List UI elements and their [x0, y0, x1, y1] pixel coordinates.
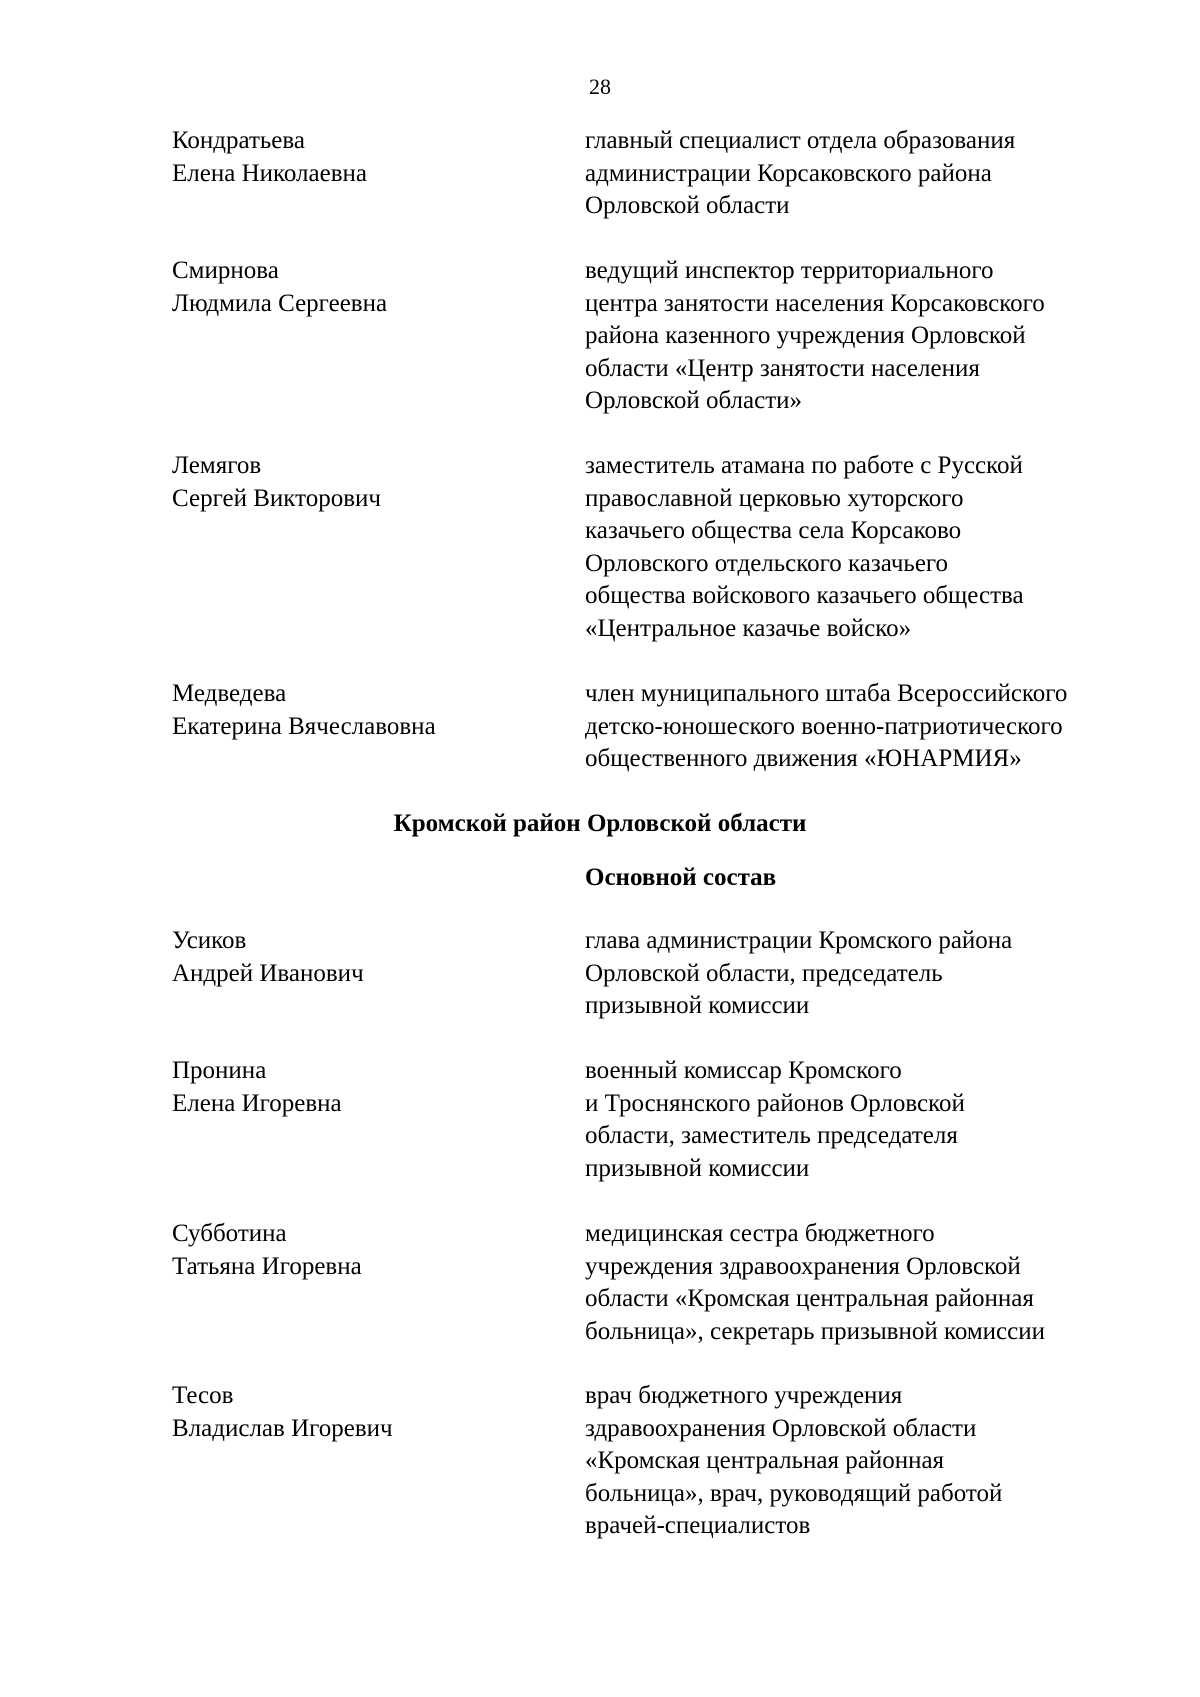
person-given-names: Елена Игоревна	[172, 1089, 342, 1117]
person-surname: Смирнова	[172, 257, 279, 284]
person-role	[585, 1219, 1145, 1349]
person-name	[172, 1219, 572, 1284]
role-line: медицинская сестра бюджетного	[585, 1220, 935, 1247]
person-surname: Лемягов	[172, 452, 262, 479]
person-name	[172, 679, 572, 744]
person-given-names: Екатерина Вячеславовна	[172, 712, 436, 740]
person-name	[172, 1056, 572, 1121]
role-line: Орловского отдельского казачьего	[585, 549, 949, 577]
role-line: области «Центр занятости населения	[585, 354, 980, 382]
person-given-names: Елена Николаевна	[172, 159, 367, 187]
role-line: глава администрации Кромского района	[585, 927, 1013, 954]
role-line: района казенного учреждения Орловской	[585, 322, 1026, 349]
person-role	[585, 1381, 1145, 1544]
role-line: заместитель атамана по работе с Русской	[585, 452, 1023, 479]
person-role	[585, 451, 1145, 646]
role-line: детско-юношеского военно-патриотического	[585, 712, 1063, 740]
person-given-names: Владислав Игоревич	[172, 1414, 393, 1442]
role-line: «Центральное казачье войско»	[585, 614, 912, 642]
role-line: казачьего общества села Корсаково	[585, 517, 962, 544]
role-line: больница», секретарь призывной комиссии	[585, 1317, 1046, 1345]
role-line: больница», врач, руководящий работой	[585, 1479, 1003, 1507]
person-surname: Субботина	[172, 1220, 287, 1247]
role-line: учреждения здравоохранения Орловской	[585, 1252, 1021, 1280]
role-line: главный специалист отдела образования	[585, 127, 1016, 154]
person-surname: Медведева	[172, 680, 287, 707]
person-surname: Тесов	[172, 1382, 234, 1409]
role-line: член муниципального штаба Всероссийского	[585, 680, 1068, 707]
role-line: военный комиссар Кромского	[585, 1057, 902, 1084]
person-name	[172, 451, 572, 516]
role-line: Орловской области»	[585, 387, 803, 414]
role-line: призывной комиссии	[585, 1154, 810, 1182]
role-line: ведущий инспектор территориального	[585, 257, 994, 284]
person-given-names: Сергей Викторович	[172, 484, 381, 512]
person-name	[172, 256, 572, 321]
role-line: области «Кромская центральная районная	[585, 1285, 1034, 1312]
person-given-names: Андрей Иванович	[172, 959, 364, 987]
role-line: здравоохранения Орловской области	[585, 1414, 977, 1442]
person-role	[585, 256, 1145, 419]
person-given-names: Татьяна Игоревна	[172, 1252, 362, 1280]
section-title: Кромской район Орловской области	[393, 810, 807, 837]
role-line: общества войскового казачьего общества	[585, 582, 1024, 609]
role-line: призывной комиссии	[585, 992, 810, 1019]
person-role	[585, 926, 1145, 1024]
role-line: врач бюджетного учреждения	[585, 1382, 903, 1409]
person-role	[585, 126, 1145, 224]
role-line: православной церковью хуторского	[585, 484, 964, 512]
role-line: Орловской области, председатель	[585, 959, 943, 987]
role-line: врачей-специалистов	[585, 1512, 811, 1539]
page-number: 28	[589, 74, 611, 99]
person-role	[585, 1056, 1145, 1186]
person-role	[585, 679, 1145, 777]
person-surname: Кондратьева	[172, 127, 305, 154]
person-surname: Пронина	[172, 1057, 267, 1084]
role-line: центра занятости населения Корсаковского	[585, 289, 1045, 317]
person-name	[172, 1381, 572, 1446]
person-name	[172, 126, 572, 191]
role-line: общественного движения «ЮНАРМИЯ»	[585, 745, 1022, 772]
subsection-title: Основной состав	[585, 864, 777, 891]
role-line: Орловской области	[585, 192, 790, 219]
role-line: и Троснянского районов Орловской	[585, 1089, 965, 1117]
person-given-names: Людмила Сергеевна	[172, 289, 388, 317]
person-surname: Усиков	[172, 927, 247, 954]
person-name	[172, 926, 572, 991]
role-line: администрации Корсаковского района	[585, 159, 992, 187]
role-line: «Кромская центральная районная	[585, 1447, 945, 1474]
role-line: области, заместитель председателя	[585, 1122, 958, 1149]
